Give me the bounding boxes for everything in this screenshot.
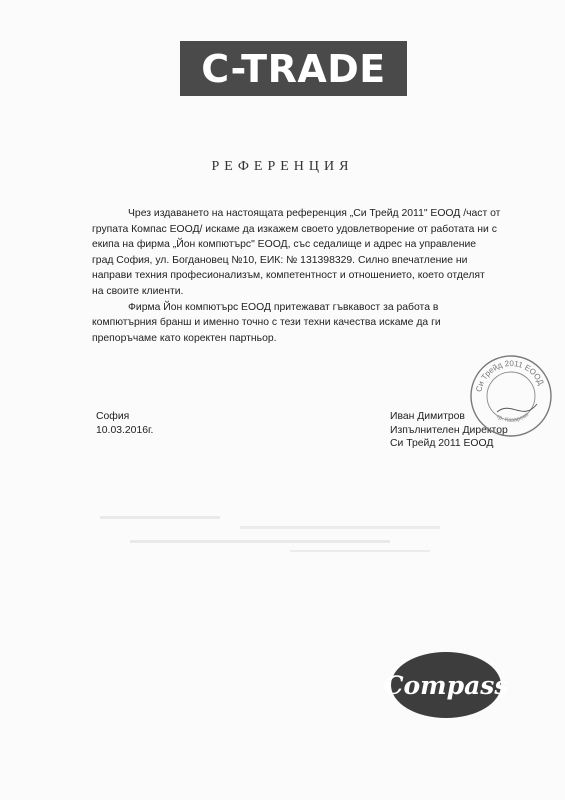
scan-noise <box>90 510 450 558</box>
compass-logo <box>383 651 509 719</box>
paragraph-2-line: Фирма Йон компютърс ЕООД притежават гъвкавост за работа в <box>128 301 439 313</box>
paragraph-1-line: Чрез издаването на настоящата референция „Си Трейд 2011" ЕООД /част от <box>128 208 501 219</box>
c-trade-logo <box>180 41 407 96</box>
svg-text:гр. Казарево <box>495 411 530 423</box>
company-stamp-icon <box>467 352 555 440</box>
place-and-date <box>96 410 153 437</box>
paragraph-2 <box>92 300 512 347</box>
date: 10.03.2016г. <box>96 424 154 436</box>
c-trade-logo-text: C-TRADE <box>201 46 386 91</box>
stamp-city: гр. Казарево <box>495 411 531 424</box>
paragraph-1-line: екипа на фирма „Йон компютърс" ЕООД, със седалище и адрес на управление <box>92 239 477 251</box>
paragraph-2-line: компютърния бранш и именно точно с тези техни качества искаме да ги <box>92 317 441 329</box>
signer-company: Си Трейд 2011 ЕООД <box>390 438 494 449</box>
signer-name: Иван Димитров <box>390 411 465 422</box>
signer-position: Изпълнителен Директор <box>390 424 508 436</box>
paragraph-1-line: направи техния професионализъм, компетентност и отношението, което отделят <box>92 270 485 282</box>
document-body <box>92 206 512 346</box>
place: София <box>96 411 130 422</box>
stamp-text: Си Трейд 2011 ЕООД <box>474 358 546 393</box>
paragraph-1-line: групата Компас ЕООД/ искаме да изкажем своето удовлетворение от работата ни с <box>92 223 497 235</box>
paragraph-1 <box>92 206 512 300</box>
document-title: РЕФЕРЕНЦИЯ <box>211 159 354 174</box>
compass-logo-text: Compass <box>383 671 509 700</box>
paragraph-1-line: град София, ул. Богдановец №10, ЕИК: № 131398329. Силно впечатление ни <box>92 254 468 266</box>
paragraph-2-line: препоръчаме като коректен партньор. <box>92 332 277 344</box>
paragraph-1-line: на своите клиенти. <box>92 285 184 297</box>
